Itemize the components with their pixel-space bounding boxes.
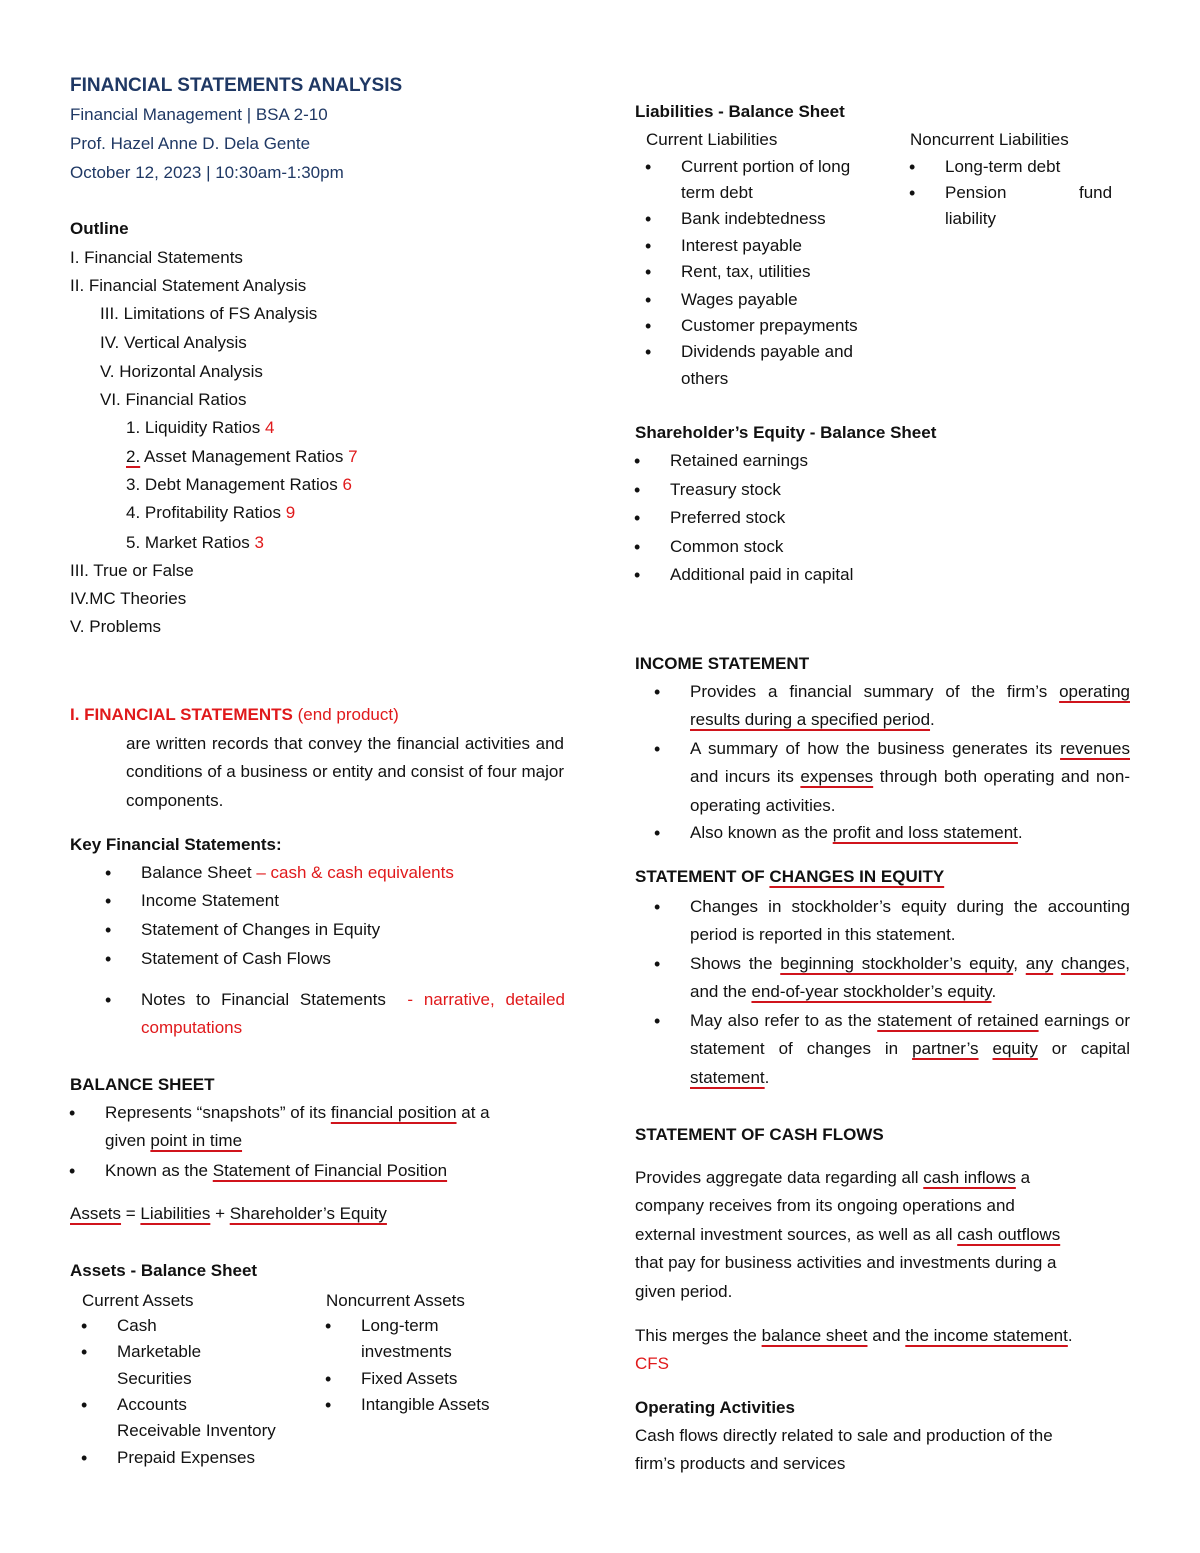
section-heading: I. FINANCIAL STATEMENTS (end product) — [70, 705, 399, 724]
outline-heading: Outline — [70, 219, 129, 238]
liability-item-cont: others — [681, 369, 729, 388]
key-statement-item: • Notes to Financial Statements - narrative, detailed computations — [141, 986, 565, 1043]
liability-item-cont: fund — [1079, 183, 1113, 202]
key-statement-item: • Statement of Changes in Equity — [141, 919, 380, 941]
operating-activities-heading: Operating Activities — [635, 1398, 795, 1417]
liability-item: • Wages payable — [681, 289, 798, 311]
cash-flows-heading: STATEMENT OF CASH FLOWS — [635, 1125, 884, 1144]
balance-sheet-bullet: • Represents “snapshots” of its financial position at a — [105, 1102, 490, 1124]
income-statement-heading: INCOME STATEMENT — [635, 654, 810, 673]
liability-item: • Customer prepayments — [681, 315, 858, 337]
asset-item-cont: Receivable Inventory — [117, 1421, 276, 1440]
outline-item: I. Financial Statements — [70, 248, 243, 267]
equity-heading: Shareholder’s Equity - Balance Sheet — [635, 423, 937, 442]
accounting-equation: Assets = Liabilities + Shareholder’s Equity — [70, 1204, 387, 1223]
ratio-item: 2. Asset Management Ratios 7 — [126, 447, 358, 466]
key-statement-item: • Balance Sheet – cash & cash equivalents — [141, 862, 454, 884]
ratio-item: 3. Debt Management Ratios 6 — [126, 475, 352, 494]
asset-item: • Prepaid Expenses — [117, 1447, 255, 1469]
outline-item: V. Problems — [70, 617, 162, 636]
professor-line: Prof. Hazel Anne D. Dela Gente — [70, 134, 311, 153]
document-title: FINANCIAL STATEMENTS ANALYSIS — [70, 75, 403, 96]
liabilities-heading: Liabilities - Balance Sheet — [635, 102, 845, 121]
operating-activities-text: Cash flows directly related to sale and production of the — [635, 1426, 1053, 1445]
outline-item: V. Horizontal Analysis — [100, 362, 263, 381]
outline-item: VI. Financial Ratios — [100, 390, 247, 409]
balance-sheet-bullet-cont: given point in time — [105, 1131, 243, 1150]
date-line: October 12, 2023 | 10:30am-1:30pm — [70, 163, 344, 182]
definition-paragraph: are written records that convey the financial activities and conditions of a business or entity and consist of four major components. — [126, 734, 564, 810]
course-line: Financial Management | BSA 2-10 — [70, 105, 328, 124]
equity-item: • Additional paid in capital — [670, 564, 853, 586]
key-statements-heading: Key Financial Statements: — [70, 835, 282, 854]
liability-item: • Interest payable — [681, 235, 802, 257]
noncurrent-liabilities-label: Noncurrent Liabilities — [910, 130, 1069, 149]
cfs-tag: CFS — [635, 1354, 669, 1373]
current-assets-label: Current Assets — [82, 1291, 194, 1310]
outline-item: III. Limitations of FS Analysis — [100, 304, 318, 323]
income-bullet: • Also known as the profit and loss statement. — [690, 822, 1023, 844]
outline-item: II. Financial Statement Analysis — [70, 276, 307, 295]
asset-item: • Fixed Assets — [361, 1368, 457, 1390]
liability-item: • Dividends payable and — [681, 341, 853, 363]
outline-item: IV. Vertical Analysis — [100, 333, 247, 352]
asset-item: • Long-term — [361, 1315, 438, 1337]
cash-flows-line: given period. — [635, 1282, 733, 1301]
changes-equity-bullet: • Shows the beginning stockholder’s equity, any changes, and the end-of-year stockholder’s equity. — [690, 950, 1130, 1007]
ratio-item: 1. Liquidity Ratios 4 — [126, 418, 275, 437]
liability-item: • Long-term debt — [945, 156, 1060, 178]
equity-item: • Retained earnings — [670, 450, 808, 472]
balance-sheet-bullet: • Known as the Statement of Financial Position — [105, 1160, 447, 1182]
outline-item: III. True or False — [70, 561, 194, 580]
asset-item: • Cash — [117, 1315, 157, 1337]
cash-flows-line: Provides aggregate data regarding all cash inflows a — [635, 1168, 1031, 1187]
equity-item: • Preferred stock — [670, 507, 785, 529]
income-bullet: • A summary of how the business generates its revenues and incurs its expenses through both operating and non-operating activities. — [690, 735, 1130, 820]
liability-item-cont: term debt — [681, 183, 753, 202]
cash-flows-line: company receives from its ongoing operations and — [635, 1196, 1015, 1215]
asset-item-cont: investments — [361, 1342, 452, 1361]
current-liabilities-label: Current Liabilities — [646, 130, 778, 149]
key-statement-item: • Income Statement — [141, 890, 279, 912]
noncurrent-assets-label: Noncurrent Assets — [326, 1291, 465, 1310]
balance-sheet-heading: BALANCE SHEET — [70, 1075, 215, 1094]
liability-item-cont: liability — [945, 209, 997, 228]
changes-equity-bullet: • Changes in stockholder’s equity during the accounting period is reported in this statement. — [690, 893, 1130, 950]
changes-equity-bullet: • May also refer to as the statement of retained earnings or statement of changes in partner’s equity or capital statement. — [690, 1007, 1130, 1092]
asset-item: • Marketable — [117, 1341, 201, 1363]
assets-heading: Assets - Balance Sheet — [70, 1261, 258, 1280]
cash-flows-merge-line: This merges the balance sheet and the income statement. — [635, 1326, 1073, 1345]
operating-activities-text: firm’s products and services — [635, 1454, 846, 1473]
equity-item: • Common stock — [670, 536, 783, 558]
outline-item: IV.MC Theories — [70, 589, 187, 608]
asset-item-cont: Securities — [117, 1369, 192, 1388]
cash-flows-line: that pay for business activities and investments during a — [635, 1253, 1057, 1272]
liability-item: • Current portion of long — [681, 156, 850, 178]
key-statement-item: • Statement of Cash Flows — [141, 948, 331, 970]
income-bullet: • Provides a financial summary of the firm’s operating results during a specified period. — [690, 678, 1130, 735]
changes-equity-heading: STATEMENT OF CHANGES IN EQUITY — [635, 867, 945, 886]
ratio-item: 5. Market Ratios 3 — [126, 533, 264, 552]
liability-item: • Rent, tax, utilities — [681, 261, 810, 283]
liability-item: • Bank indebtedness — [681, 208, 826, 230]
liability-item: • Pension — [945, 182, 1006, 204]
asset-item: • Accounts — [117, 1394, 187, 1416]
asset-item: • Intangible Assets — [361, 1394, 490, 1416]
ratio-item: 4. Profitability Ratios 9 — [126, 503, 296, 522]
equity-item: • Treasury stock — [670, 479, 781, 501]
cash-flows-line: external investment sources, as well as all cash outflows — [635, 1225, 1061, 1244]
